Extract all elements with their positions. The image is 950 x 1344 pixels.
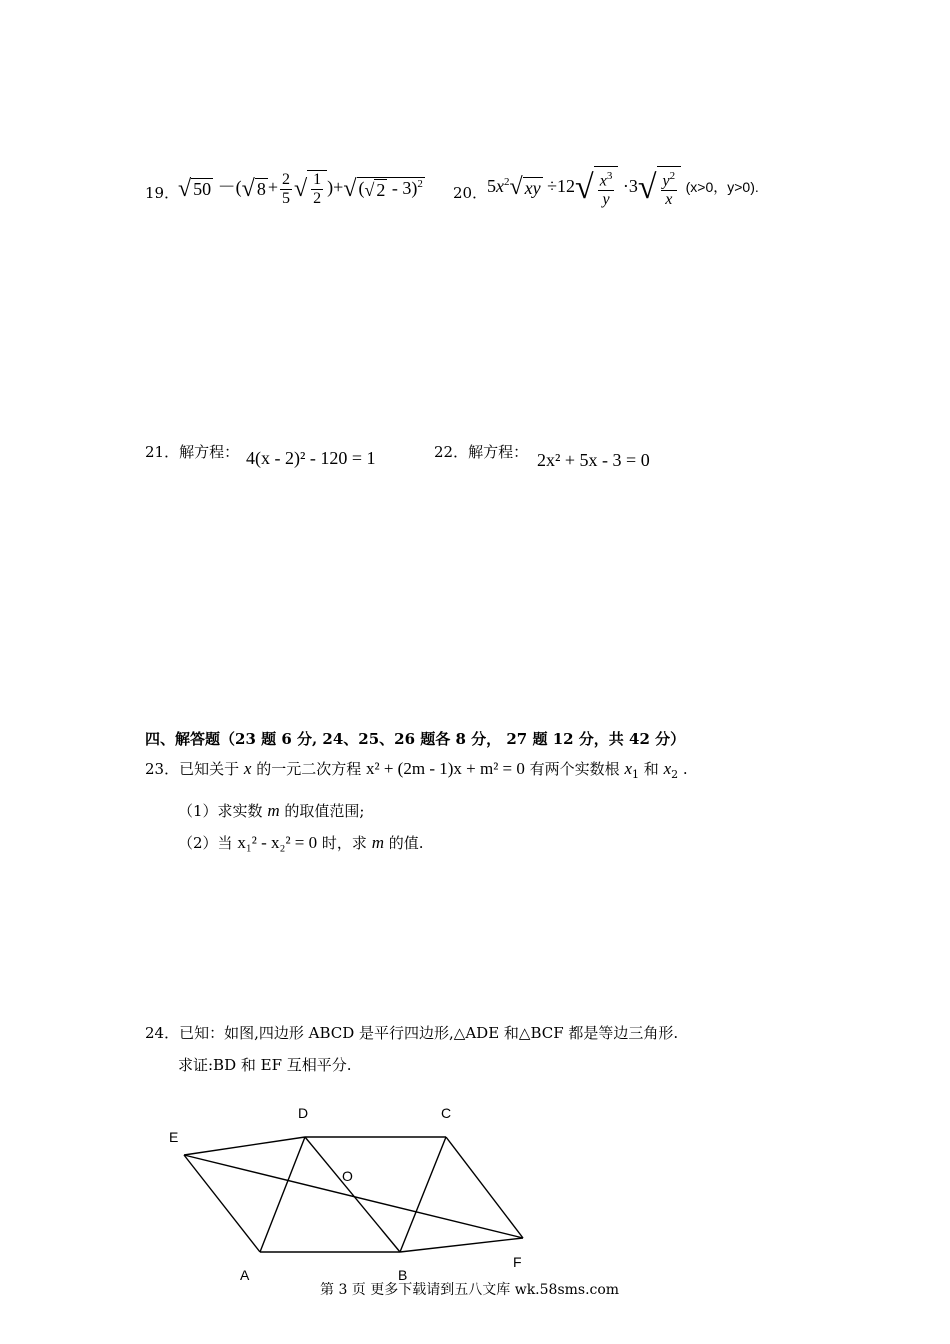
problem-19-expression: √ 50 －(√ 8 + $\frac{2}{5}$ √ $\frac{1}{2}$ )+√ (√ 2 - 3)$^2$	[178, 170, 423, 207]
problem-23-question-1: （1）求实数 m 的取值范围;	[178, 801, 365, 820]
segment-cb	[400, 1137, 446, 1252]
segment-cf	[446, 1137, 523, 1238]
segment-ad	[260, 1137, 305, 1252]
problem-22-label: 22．解方程：	[434, 443, 529, 461]
page-footer: 第 3 页 更多下载请到五八文库 wk.58sms.com	[320, 1282, 620, 1298]
section-title: 四、解答题（23 题 6 分, 24、25、26 题各 8 分， 27 题 12 分，共 42 分）	[145, 730, 686, 748]
problem-23-question-2: （2）当 x₁² - x₂² = 0 时，求 m 的值.	[178, 833, 424, 852]
problem-24-prove: 求证:BD 和 EF 互相平分.	[178, 1056, 352, 1074]
problem-20-number: 20．	[453, 184, 488, 202]
segment-ed	[184, 1137, 305, 1155]
label-a: A	[240, 1267, 250, 1283]
label-e: E	[169, 1129, 179, 1145]
label-b: B	[398, 1267, 408, 1283]
label-f: F	[513, 1254, 522, 1270]
label-d: D	[298, 1105, 309, 1121]
problem-21-equation: 4(x - 2)² - 120 = 1	[246, 448, 376, 468]
problem-20-expression: $5x^2√$ xy ÷12√ $\frac{x^3}{y}$ ·3√ $\frac{y^2}{x}$ (x>0，y>0).	[487, 166, 759, 209]
problem-19-number: 19．	[145, 184, 180, 202]
problem-22-equation: 2x² + 5x - 3 = 0	[537, 450, 650, 470]
segment-bf	[400, 1238, 523, 1252]
problem-23-intro: 23．已知关于 x 的一元二次方程 x² + (2m - 1)x + m² = 0 有两个实数根 $x_1$ 和 $x_2$ .	[145, 759, 688, 781]
label-c: C	[441, 1105, 452, 1121]
problem-21-label: 21．解方程：	[145, 443, 240, 461]
segment-ea	[184, 1155, 260, 1252]
segment-ef	[184, 1155, 523, 1238]
label-o: O	[342, 1168, 353, 1184]
problem-24-statement: 24．已知：如图,四边形 ABCD 是平行四边形,△ADE 和△BCF 都是等边三角形.	[145, 1024, 679, 1042]
segment-bd	[305, 1137, 400, 1252]
